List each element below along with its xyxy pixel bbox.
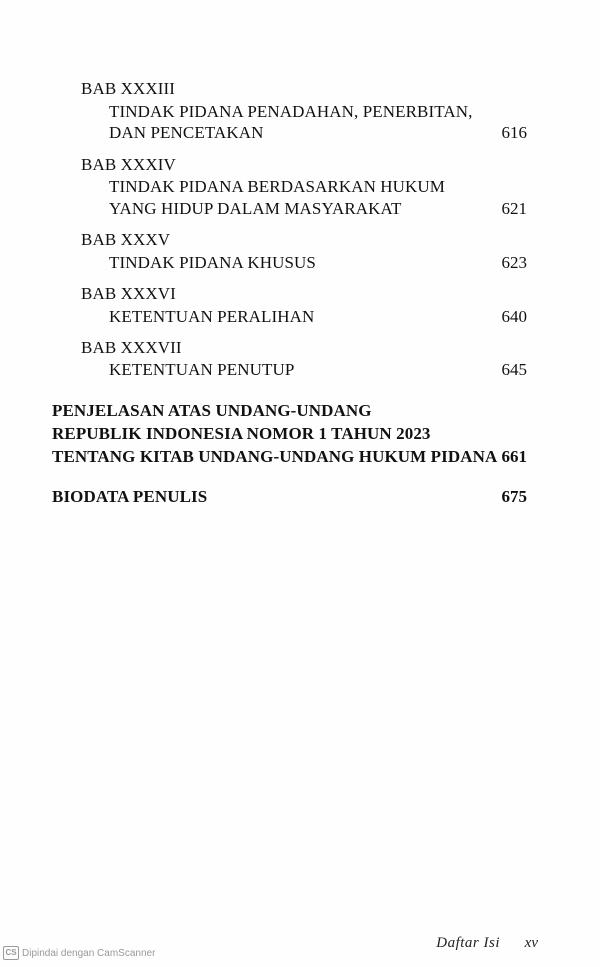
toc-page-number: 616 — [501, 123, 527, 142]
toc-section-title: PENJELASAN ATAS UNDANG-UNDANG — [52, 401, 372, 420]
footer-page-number: xv — [524, 935, 538, 951]
toc-chapter-label: BAB XXXVI — [81, 284, 176, 303]
toc-chapter-title: KETENTUAN PENUTUP — [109, 360, 295, 379]
toc-chapter-label: BAB XXXIV — [81, 155, 176, 174]
running-footer-title: Daftar Isi — [436, 935, 500, 951]
toc-page-number: 623 — [501, 253, 527, 272]
toc-chapter-label: BAB XXXIII — [81, 79, 176, 98]
toc-chapter-title: DAN PENCETAKAN — [109, 123, 264, 142]
toc-page-number: 661 — [501, 447, 527, 466]
toc-chapter-title: KETENTUAN PERALIHAN — [109, 307, 315, 326]
toc-chapter-title: TINDAK PIDANA BERDASARKAN HUKUM — [109, 177, 446, 196]
toc-chapter-title: TINDAK PIDANA PENADAHAN, PENERBITAN, — [109, 102, 473, 121]
toc-chapter-title: TINDAK PIDANA KHUSUS — [109, 253, 316, 272]
toc-page-number: 640 — [501, 307, 527, 326]
watermark-text: Dipindai dengan CamScanner — [22, 947, 156, 959]
toc-page-number: 675 — [501, 487, 527, 506]
scanner-watermark — [3, 946, 155, 960]
toc-chapter-label: BAB XXXVII — [81, 338, 182, 357]
toc-page-number: 621 — [501, 199, 527, 218]
toc-page-number: 645 — [501, 360, 527, 379]
toc-chapter-label: BAB XXXV — [81, 230, 171, 249]
toc-chapter-title: YANG HIDUP DALAM MASYARAKAT — [109, 199, 402, 218]
camscanner-logo-icon: CS — [3, 946, 19, 960]
toc-section-title: BIODATA PENULIS — [52, 487, 208, 506]
toc-section-title: REPUBLIK INDONESIA NOMOR 1 TAHUN 2023 — [52, 424, 431, 443]
toc-section-title: TENTANG KITAB UNDANG-UNDANG HUKUM PIDANA — [52, 447, 498, 466]
